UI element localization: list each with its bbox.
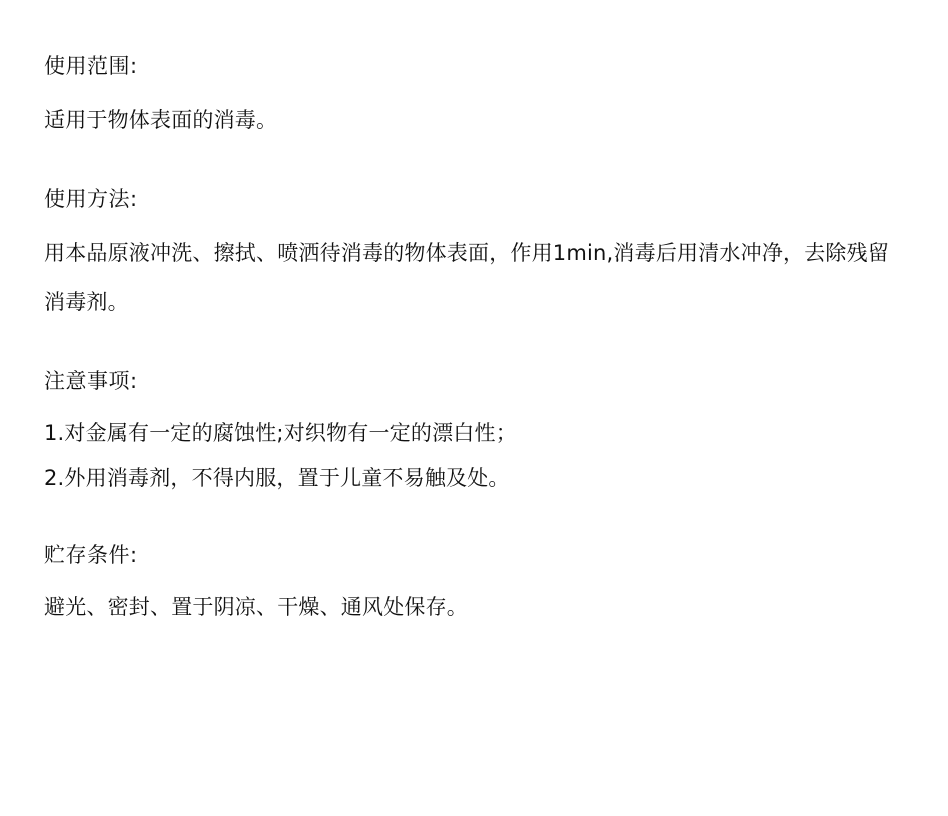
section-heading: 贮存条件: [44,543,138,567]
section-body-line: 避光、密封、置于阴凉、干燥、通风处保存。 [44,595,468,619]
section-precautions [44,361,904,501]
section-body-line: 适用于物体表面的消毒。 [44,108,278,132]
precaution-item: 1.对金属有一定的腐蚀性;对织物有一定的漂白性； [44,421,517,445]
section-storage-conditions [44,535,904,630]
precaution-item: 2.外用消毒剂，不得内服，置于儿童不易触及处。 [44,466,510,490]
section-body-line: 用本品原液冲洗、擦拭、喷洒待消毒的物体表面，作用1min,消毒后用清水冲净，去除残留消毒剂。 [44,241,890,314]
section-heading: 使用范围: [44,54,138,78]
section-heading: 使用方法: [44,187,138,211]
section-heading: 注意事项: [44,369,138,393]
section-usage-method [44,179,904,327]
section-usage-scope [44,46,904,145]
